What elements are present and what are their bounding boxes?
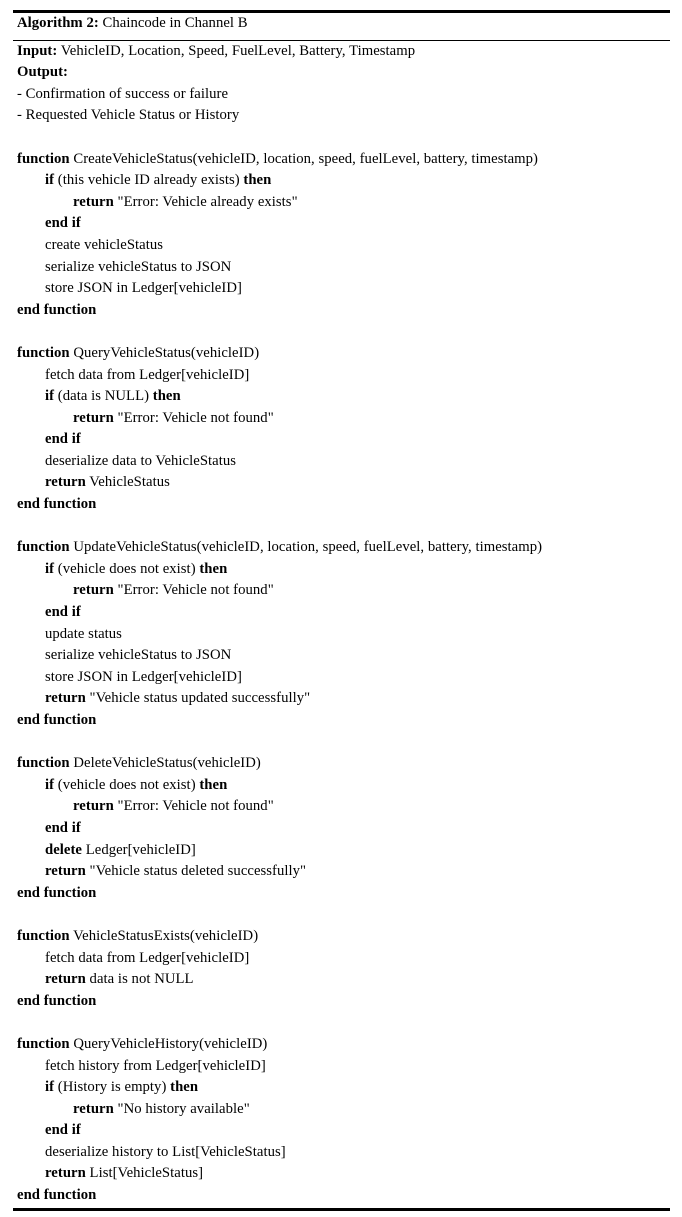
pseudocode-text: (vehicle does not exist) bbox=[54, 560, 200, 577]
pseudocode-keyword: end function bbox=[17, 496, 97, 513]
pseudocode-line bbox=[17, 386, 672, 408]
output-line bbox=[17, 62, 672, 84]
pseudocode-text: store JSON in Ledger[vehicleID] bbox=[45, 668, 242, 685]
pseudocode-line bbox=[17, 408, 672, 430]
pseudocode-line bbox=[17, 883, 672, 905]
pseudocode-text: "Vehicle status updated successfully" bbox=[85, 690, 311, 707]
input-label: Input: bbox=[17, 42, 58, 59]
pseudocode-keyword: return bbox=[45, 474, 86, 491]
pseudocode-line bbox=[17, 861, 672, 883]
pseudocode-text: data is not NULL bbox=[85, 971, 194, 988]
pseudocode-keyword: return bbox=[73, 798, 114, 815]
pseudocode-keyword: return bbox=[73, 409, 114, 426]
pseudocode-text: Ledger[vehicleID] bbox=[82, 841, 196, 858]
pseudocode-keyword: return bbox=[45, 971, 86, 988]
input-line bbox=[17, 41, 672, 63]
pseudocode-line bbox=[17, 667, 672, 689]
pseudocode-keyword: then bbox=[243, 172, 272, 189]
pseudocode-keyword: return bbox=[73, 1100, 114, 1117]
pseudocode-line bbox=[17, 1142, 672, 1164]
pseudocode-keyword: return bbox=[73, 582, 114, 599]
pseudocode-text: (History is empty) bbox=[54, 1079, 171, 1096]
pseudocode-text: "Error: Vehicle not found" bbox=[113, 582, 274, 599]
pseudocode-line bbox=[17, 710, 672, 732]
pseudocode-text: UpdateVehicleStatus(vehicleID, location, speed, fuelLevel, battery, timestamp) bbox=[69, 539, 543, 556]
pseudocode-line bbox=[17, 1099, 672, 1121]
pseudocode-keyword: end function bbox=[17, 1187, 97, 1204]
pseudocode-blank-line bbox=[17, 321, 672, 343]
pseudocode-line bbox=[17, 926, 672, 948]
pseudocode-text: deserialize data to VehicleStatus bbox=[45, 452, 237, 469]
pseudocode-text: List[VehicleStatus] bbox=[85, 1165, 204, 1182]
output-item-1: - Requested Vehicle Status or History bbox=[17, 107, 240, 124]
pseudocode-line bbox=[17, 948, 672, 970]
algorithm-content bbox=[17, 13, 672, 1207]
pseudocode-text: fetch history from Ledger[vehicleID] bbox=[45, 1057, 266, 1074]
pseudocode-line bbox=[17, 235, 672, 257]
pseudocode-line bbox=[17, 472, 672, 494]
header-body-gap bbox=[17, 127, 672, 149]
pseudocode-text: "Error: Vehicle not found" bbox=[113, 798, 274, 815]
pseudocode-keyword: end if bbox=[45, 819, 81, 836]
algorithm-title bbox=[17, 13, 672, 35]
pseudocode-keyword: end function bbox=[17, 992, 97, 1009]
pseudocode-line bbox=[17, 753, 672, 775]
pseudocode-blank-line bbox=[17, 732, 672, 754]
pseudocode-keyword: then bbox=[170, 1079, 199, 1096]
pseudocode-line bbox=[17, 1185, 672, 1207]
pseudocode-keyword: end if bbox=[45, 1122, 81, 1139]
pseudocode-text: (data is NULL) bbox=[54, 388, 153, 405]
pseudocode-keyword: if bbox=[45, 560, 55, 577]
pseudocode-blank-line bbox=[17, 516, 672, 538]
pseudocode-line bbox=[17, 580, 672, 602]
bottom-rule-divider bbox=[13, 1208, 670, 1211]
pseudocode-line bbox=[17, 300, 672, 322]
pseudocode-line bbox=[17, 1120, 672, 1142]
pseudocode-text: deserialize history to List[VehicleStatus] bbox=[45, 1143, 286, 1160]
pseudocode-keyword: end function bbox=[17, 712, 97, 728]
pseudocode-keyword: end if bbox=[45, 604, 81, 621]
pseudocode-line bbox=[17, 796, 672, 818]
pseudocode-keyword: delete bbox=[45, 841, 82, 858]
pseudocode-line bbox=[17, 624, 672, 646]
pseudocode-text: "No history available" bbox=[113, 1100, 250, 1117]
pseudocode-line bbox=[17, 818, 672, 840]
pseudocode-text: store JSON in Ledger[vehicleID] bbox=[45, 280, 242, 297]
algorithm-title-label: Algorithm 2: bbox=[17, 15, 99, 31]
pseudocode-body bbox=[17, 149, 672, 1207]
pseudocode-line bbox=[17, 840, 672, 862]
pseudocode-line bbox=[17, 775, 672, 797]
pseudocode-text: "Error: Vehicle not found" bbox=[113, 409, 274, 426]
output-item-0: - Confirmation of success or failure bbox=[17, 85, 229, 102]
pseudocode-text: CreateVehicleStatus(vehicleID, location, speed, fuelLevel, battery, timestamp) bbox=[69, 150, 538, 167]
pseudocode-line bbox=[17, 257, 672, 279]
pseudocode-keyword: function bbox=[17, 344, 70, 361]
pseudocode-keyword: return bbox=[45, 863, 86, 880]
pseudocode-text: (vehicle does not exist) bbox=[54, 776, 200, 793]
pseudocode-keyword: function bbox=[17, 539, 70, 556]
pseudocode-keyword: function bbox=[17, 150, 70, 167]
pseudocode-keyword: function bbox=[17, 755, 70, 772]
pseudocode-line bbox=[17, 602, 672, 624]
pseudocode-line bbox=[17, 343, 672, 365]
pseudocode-keyword: if bbox=[45, 1079, 55, 1096]
pseudocode-blank-line bbox=[17, 1012, 672, 1034]
pseudocode-line bbox=[17, 645, 672, 667]
pseudocode-line bbox=[17, 278, 672, 300]
pseudocode-line bbox=[17, 451, 672, 473]
pseudocode-keyword: function bbox=[17, 927, 70, 944]
pseudocode-line bbox=[17, 688, 672, 710]
pseudocode-line bbox=[17, 1056, 672, 1078]
pseudocode-keyword: if bbox=[45, 172, 55, 189]
pseudocode-text: serialize vehicleStatus to JSON bbox=[45, 647, 232, 664]
pseudocode-keyword: function bbox=[17, 1035, 70, 1052]
pseudocode-text: "Error: Vehicle already exists" bbox=[113, 193, 298, 210]
pseudocode-line bbox=[17, 1163, 672, 1185]
pseudocode-text: (this vehicle ID already exists) bbox=[54, 172, 244, 189]
pseudocode-line bbox=[17, 991, 672, 1013]
pseudocode-keyword: end if bbox=[45, 215, 81, 232]
pseudocode-line bbox=[17, 1077, 672, 1099]
pseudocode-text: QueryVehicleStatus(vehicleID) bbox=[69, 344, 260, 361]
pseudocode-line bbox=[17, 969, 672, 991]
pseudocode-keyword: then bbox=[152, 388, 181, 405]
pseudocode-line bbox=[17, 192, 672, 214]
pseudocode-text: VehicleStatus bbox=[85, 474, 170, 491]
pseudocode-keyword: if bbox=[45, 388, 55, 405]
pseudocode-keyword: then bbox=[199, 560, 228, 577]
pseudocode-text: fetch data from Ledger[vehicleID] bbox=[45, 366, 250, 383]
pseudocode-keyword: then bbox=[199, 776, 228, 793]
pseudocode-keyword: if bbox=[45, 776, 55, 793]
output-label: Output: bbox=[17, 64, 68, 81]
pseudocode-line bbox=[17, 149, 672, 171]
pseudocode-line bbox=[17, 537, 672, 559]
pseudocode-text: create vehicleStatus bbox=[45, 236, 164, 253]
pseudocode-line bbox=[17, 429, 672, 451]
pseudocode-text: "Vehicle status deleted successfully" bbox=[85, 863, 307, 880]
pseudocode-text: update status bbox=[45, 625, 122, 642]
input-value: VehicleID, Location, Speed, FuelLevel, Battery, Timestamp bbox=[60, 42, 416, 59]
pseudocode-line bbox=[17, 170, 672, 192]
pseudocode-line bbox=[17, 1034, 672, 1056]
pseudocode-line bbox=[17, 559, 672, 581]
pseudocode-text: serialize vehicleStatus to JSON bbox=[45, 258, 232, 275]
pseudocode-keyword: end if bbox=[45, 431, 81, 448]
pseudocode-blank-line bbox=[17, 904, 672, 926]
pseudocode-keyword: return bbox=[45, 1165, 86, 1182]
pseudocode-keyword: return bbox=[73, 193, 114, 210]
pseudocode-keyword: end function bbox=[17, 301, 97, 318]
pseudocode-text: VehicleStatusExists(vehicleID) bbox=[69, 927, 259, 944]
algorithm-title-value: Chaincode in Channel B bbox=[102, 15, 248, 31]
pseudocode-line bbox=[17, 365, 672, 387]
pseudocode-keyword: end function bbox=[17, 884, 97, 901]
pseudocode-text: QueryVehicleHistory(vehicleID) bbox=[69, 1035, 268, 1052]
pseudocode-line bbox=[17, 213, 672, 235]
pseudocode-text: DeleteVehicleStatus(vehicleID) bbox=[69, 755, 261, 772]
pseudocode-line bbox=[17, 494, 672, 516]
pseudocode-keyword: return bbox=[45, 690, 86, 707]
pseudocode-text: fetch data from Ledger[vehicleID] bbox=[45, 949, 250, 966]
